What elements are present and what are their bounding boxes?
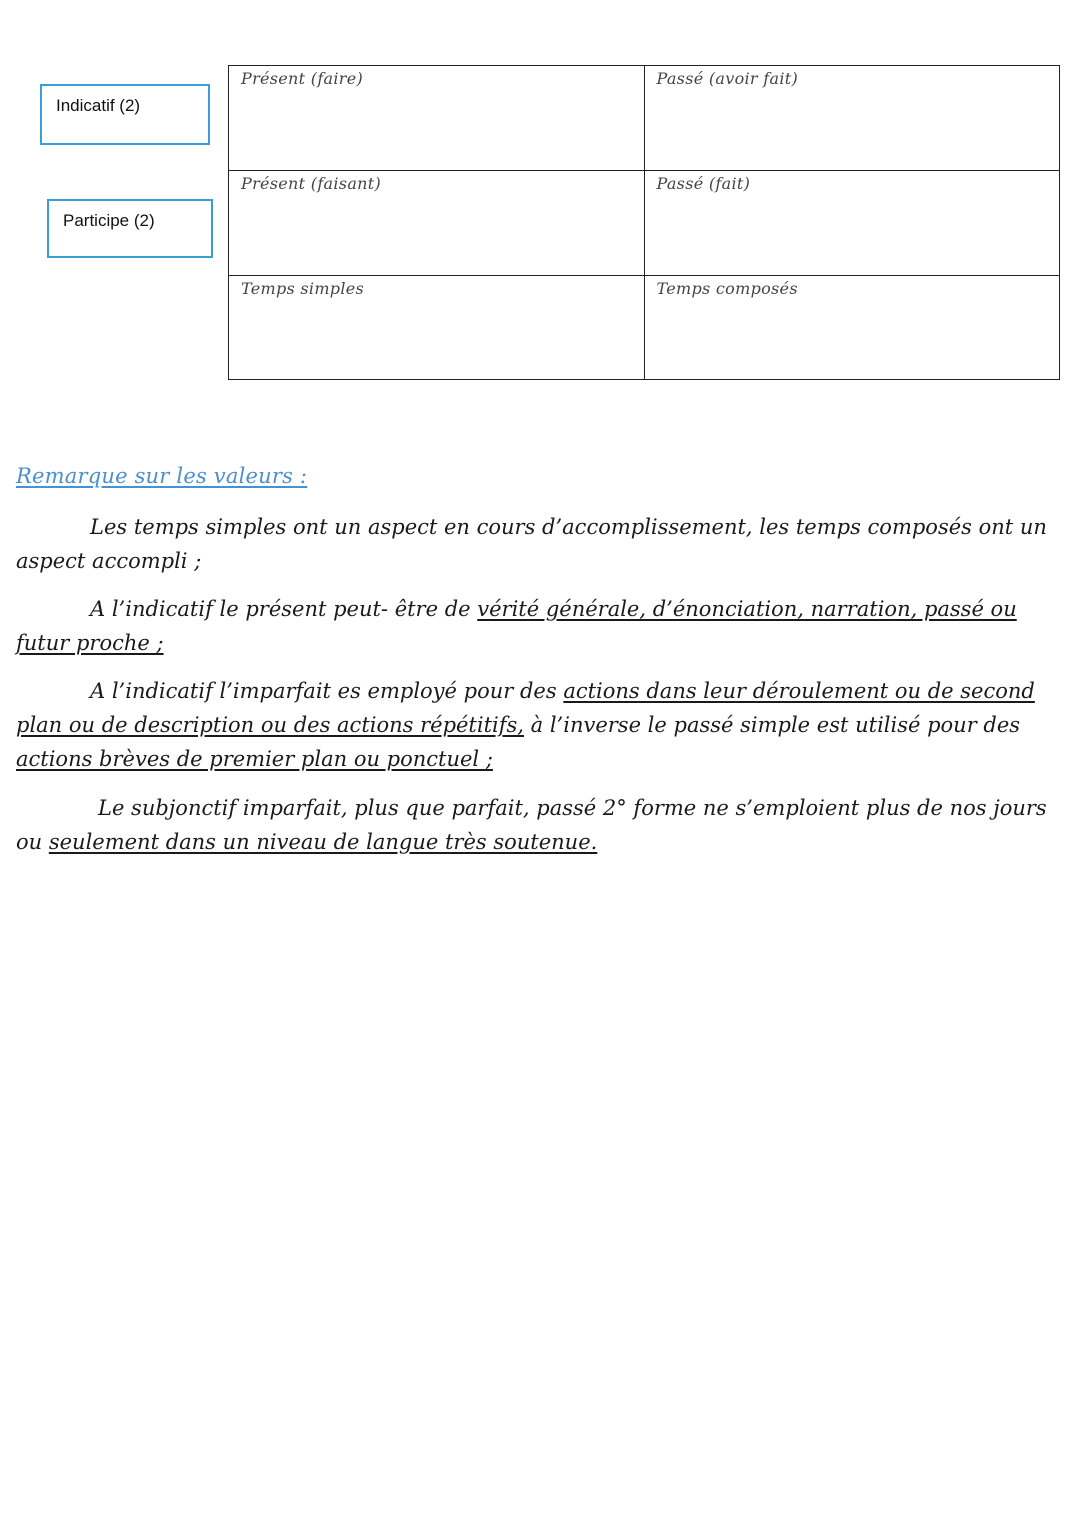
remark-paragraph-1: Les temps simples ont un aspect en cours d’accomplissement, les temps composés ont un aspect accompli ; bbox=[16, 515, 1047, 573]
text-span: à l’inverse le passé simple est utilisé pour des bbox=[523, 713, 1021, 737]
table-cell: Présent (faisant) bbox=[229, 171, 645, 276]
underlined-text: actions brèves de premier plan ou ponctuel ; bbox=[16, 747, 493, 771]
table-row bbox=[229, 171, 1060, 276]
table-cell: Présent (faire) bbox=[229, 66, 645, 171]
label-participe: Participe (2) bbox=[47, 199, 213, 258]
table-cell: Temps simples bbox=[229, 276, 645, 380]
text-span: A l’indicatif le présent peut- être de bbox=[90, 597, 478, 621]
remark-paragraph-4 bbox=[16, 791, 1066, 859]
table-cell: Passé (avoir fait) bbox=[644, 66, 1060, 171]
remark-paragraph-3 bbox=[16, 674, 1066, 776]
underlined-text: vérité générale, d’énonciation, narration, passé ou futur proche ; bbox=[16, 597, 1017, 655]
table-cell: Passé (fait) bbox=[644, 171, 1060, 276]
text-span: Le subjonctif imparfait, plus que parfait, passé 2° forme ne s’emploient plus de nos jours ou bbox=[16, 796, 1047, 854]
remark-title: Remarque sur les valeurs : bbox=[16, 464, 308, 488]
table-row bbox=[229, 276, 1060, 380]
tense-table bbox=[228, 65, 1060, 380]
remark-paragraph-2 bbox=[16, 592, 1066, 660]
label-indicatif: Indicatif (2) bbox=[40, 84, 210, 145]
text-span: A l’indicatif l’imparfait es employé pour des bbox=[90, 679, 564, 703]
table-row bbox=[229, 66, 1060, 171]
underlined-text: actions dans leur déroulement ou de second plan ou de description ou des actions répétitifs, bbox=[16, 679, 1035, 737]
table-cell: Temps composés bbox=[644, 276, 1060, 380]
underlined-text: seulement dans un niveau de langue très soutenue. bbox=[48, 830, 598, 854]
